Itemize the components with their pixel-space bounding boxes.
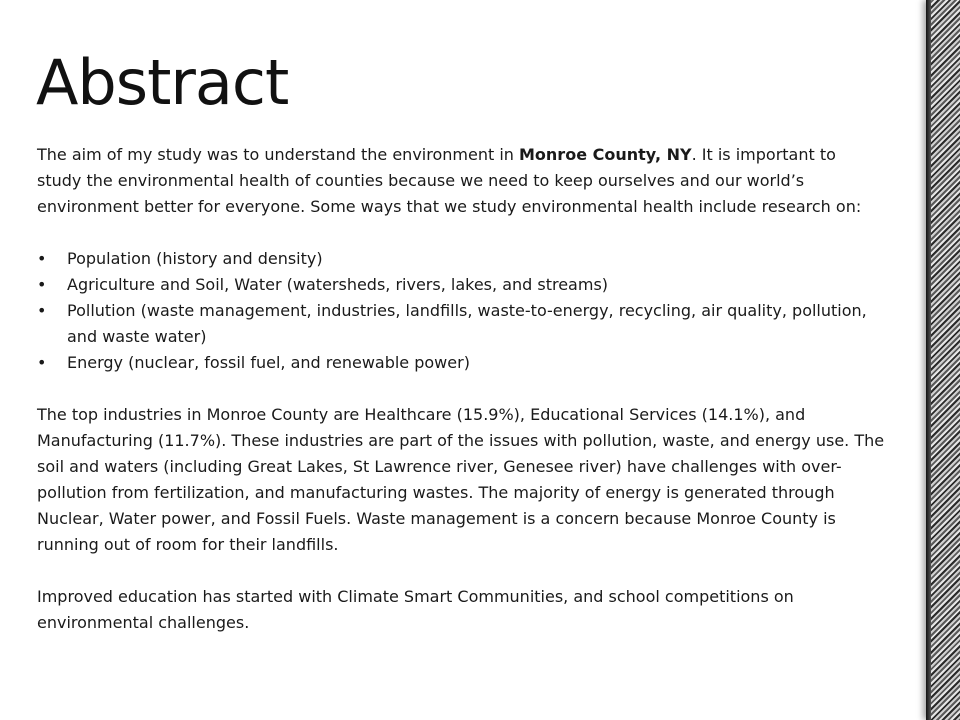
list-item-agriculture-water: • Agriculture and Soil, Water (watersheds, rivers, lakes, and streams) — [37, 272, 885, 298]
spacer — [37, 376, 885, 402]
decorative-edge-strip — [926, 0, 960, 720]
industries-paragraph: The top industries in Monroe County are Healthcare (15.9%), Educational Services (14.1%), and Manufacturing (11.7%). These industries are part of the issues with pollution, waste, and energy use. The soil and waters (including Great Lakes, St Lawrence river, Genesee river) have challenges with over-pollution from fertilization, and manufacturing wastes. The majority of energy is generated through Nuclear, Water power, and Fossil Fuels. Waste management is a concern because Monroe County is running out of room for their landfills. — [37, 405, 885, 554]
spacer — [37, 220, 885, 246]
intro-location: Monroe County, NY — [519, 145, 692, 164]
intro-text-start: The aim of my study was to understand the environment in — [37, 145, 519, 164]
list-item-pollution: • Pollution (waste management, industries, landfills, waste-to-energy, recycling, air quality, pollution, and waste water) — [37, 298, 885, 350]
intro-text-end: . It is important to study the environmental health of counties because we need to keep ourselves and our world’s environment better for everyone. Some ways that we study environmental health include research on: — [37, 145, 862, 216]
list-item-energy: • Energy (nuclear, fossil fuel, and renewable power) — [37, 350, 885, 376]
spacer — [37, 558, 885, 584]
slide-body — [37, 142, 885, 636]
slide-title: Abstract — [36, 46, 289, 119]
research-topics-list — [37, 246, 885, 376]
education-paragraph: Improved education has started with Climate Smart Communities, and school competitions on environmental challenges. — [37, 587, 794, 632]
list-item-population: • Population (history and density) — [37, 246, 885, 272]
intro-paragraph — [37, 142, 885, 220]
